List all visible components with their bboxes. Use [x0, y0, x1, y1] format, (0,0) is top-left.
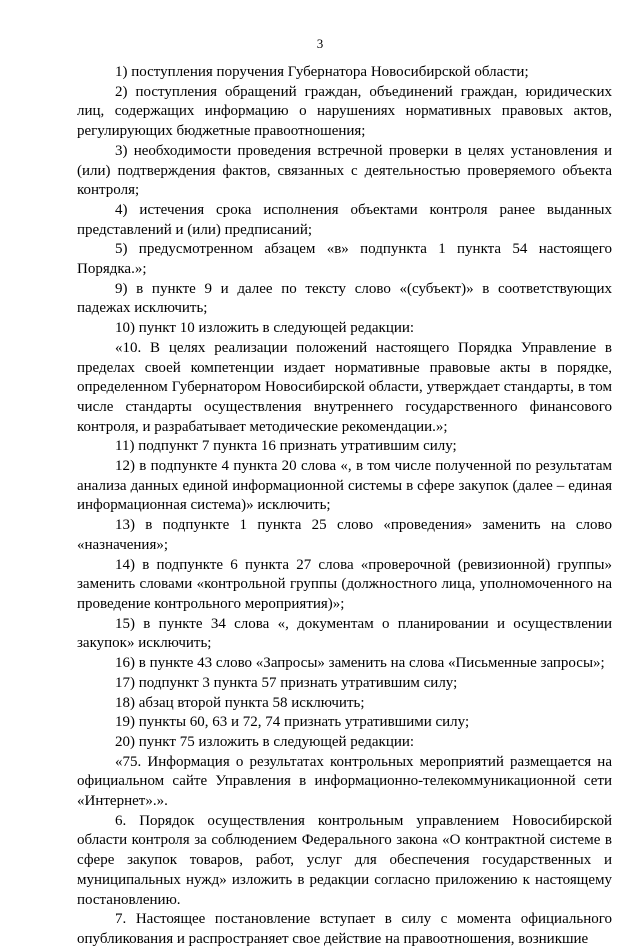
- page-number: 3: [316, 36, 324, 51]
- paragraph-amendment-20: 20) пункт 75 изложить в следующей редакции:: [115, 733, 415, 750]
- paragraph-item-4-deadline-expiry: 4) истечения срока исполнения объектами контроля ранее выданных представлений и (или) предписаний;: [77, 201, 612, 238]
- paragraph-amendment-17: 17) подпункт 3 пункта 57 признать утратившим силу;: [115, 674, 458, 691]
- paragraph-section-7: 7. Настоящее постановление вступает в силу с момента официального опубликования и распространяет свое действие на правоотношения, возникшие: [77, 911, 612, 947]
- paragraph-amendment-18: 18) абзац второй пункта 58 исключить;: [115, 694, 365, 711]
- paragraph-clause-10-text: «10. В целях реализации положений настоящего Порядка Управление в пределах своей компетенции издает нормативные правовые акты в порядке, определенном Губернатором Новосибирской области, утверждает стандарты, в том числе стандарты осуществления внутреннего государственного финансового контроля, и разрабатывает методические рекомендации.»;: [77, 339, 612, 435]
- paragraph-item-3-counter-check: 3) необходимости проведения встречной проверки в целях установления и (или) подтверждения фактов, связанных с деятельностью проверяемого объекта контроля;: [77, 142, 612, 199]
- paragraph-amendment-9: 9) в пункте 9 и далее по тексту слово «(субъект)» в соответствующих падежах исключить;: [77, 280, 612, 317]
- paragraph-amendment-12: 12) в подпункте 4 пункта 20 слова «, в том числе полученной по результатам анализа данных единой информационной системы в сфере закупок (далее – единая информационная система)» исключить;: [77, 458, 612, 514]
- paragraph-amendment-10: 10) пункт 10 изложить в следующей редакции:: [115, 320, 415, 337]
- paragraph-amendment-14: 14) в подпункте 6 пункта 27 слова «проверочной (ревизионной) группы» заменить словами «контрольной группы (должностного лица, уполномоченного на проведение контрольного мероприятия)»;: [77, 556, 612, 612]
- paragraph-clause-75-text: «75. Информация о результатах контрольных мероприятий размещается на официальном сайте Управления в информационно-телекоммуникационной сети «Интернет».».: [77, 753, 612, 810]
- paragraph-item-1-governor-order: 1) поступления поручения Губернатора Новосибирской области;: [115, 64, 529, 80]
- paragraph-item-2-citizen-appeals: 2) поступления обращений граждан, объединений граждан, юридических лиц, содержащих информацию о нарушениях нормативных правовых актов, регулирующих бюджетные правоотношения;: [77, 83, 612, 140]
- paragraph-amendment-13: 13) в подпункте 1 пункта 25 слово «проведения» заменить на слово «назначения»;: [77, 517, 612, 553]
- paragraph-amendment-15: 15) в пункте 34 слова «, документам о планировании и осуществлении закупок» исключить;: [77, 615, 612, 652]
- paragraph-amendment-19: 19) пункты 60, 63 и 72, 74 признать утратившими силу;: [115, 714, 470, 731]
- document-body: [77, 63, 612, 950]
- paragraph-section-6: 6. Порядок осуществления контрольным управлением Новосибирской области контроля за соблюдением Федерального закона «О контрактной системе в сфере закупок товаров, работ, услуг для обеспечения государственных и муниципальных нужд» изложить в редакции согласно приложению к настоящему постановлению.: [77, 812, 612, 908]
- paragraph-item-5-provided-clause: 5) предусмотренном абзацем «в» подпункта 1 пункта 54 настоящего Порядка.»;: [77, 241, 612, 278]
- paragraph-amendment-11: 11) подпункт 7 пункта 16 признать утратившим силу;: [115, 438, 457, 455]
- paragraph-amendment-16: 16) в пункте 43 слово «Запросы» заменить на слова «Письменные запросы»;: [115, 655, 605, 672]
